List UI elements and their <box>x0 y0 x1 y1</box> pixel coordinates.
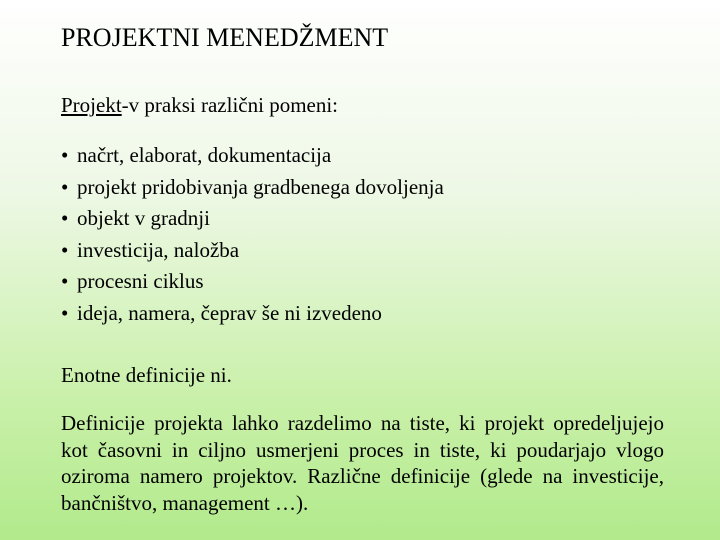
bullet-icon: • <box>61 143 69 167</box>
bullet-icon: • <box>61 269 69 293</box>
intro-underlined-term: Projekt <box>61 93 122 117</box>
list-item-text: investicija, naložba <box>77 237 240 262</box>
intro-rest: -v praksi različni pomeni: <box>121 93 339 117</box>
list-item <box>61 140 444 172</box>
list-item <box>61 235 444 267</box>
list-item-text: načrt, elaborat, dokumentacija <box>77 143 332 167</box>
bullet-icon: • <box>61 174 69 199</box>
bullet-icon: • <box>61 300 69 325</box>
list-item-text: objekt v gradnji <box>77 206 210 230</box>
list-item-text: projekt pridobivanja gradbenega dovoljenja <box>77 174 444 199</box>
list-item <box>61 298 444 330</box>
list-item-text: procesni ciklus <box>77 269 204 293</box>
slide-title: PROJEKTNI MENEDŽMENT <box>61 23 389 52</box>
bullet-icon: • <box>61 237 69 262</box>
definition-paragraph: Definicije projekta lahko razdelimo na tiste, ki projekt opredeljujejo kot časovni in ciljno usmerjeni proces in tiste, ki poudarjajo vlogo oziroma namero projektov. Različne definicije (glede na investicije, bančništvo, management …). <box>61 411 664 515</box>
list-item <box>61 172 444 204</box>
bullet-icon: • <box>61 206 69 230</box>
list-item <box>61 266 444 298</box>
intro-line <box>61 92 338 118</box>
list-item <box>61 203 444 235</box>
bullet-list <box>61 140 444 329</box>
note-text: Enotne definicije ni. <box>61 363 232 387</box>
list-item-text: ideja, namera, čeprav še ni izvedeno <box>77 300 382 325</box>
